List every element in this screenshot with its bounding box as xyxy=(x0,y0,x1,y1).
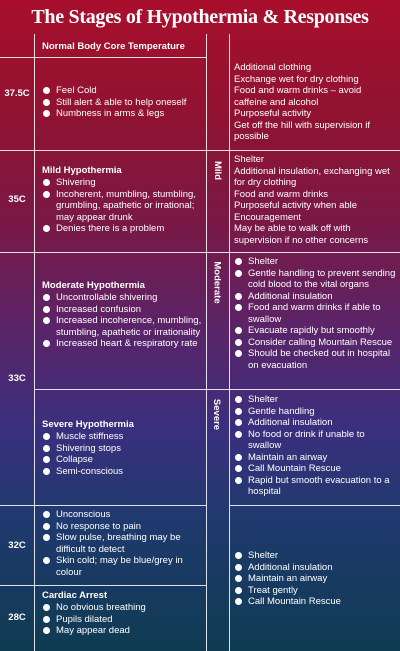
temperature-label: 35C xyxy=(8,194,26,205)
bullet-icon xyxy=(43,317,50,324)
bullet-icon xyxy=(43,511,50,518)
temperature-label: 28C xyxy=(8,612,26,623)
bullet-icon xyxy=(235,293,242,300)
response-list-mild xyxy=(234,154,396,246)
list-item: Still alert & able to help oneself xyxy=(42,97,202,109)
list-item: Gentle handling to prevent sending cold blood to the vital organs xyxy=(234,268,396,291)
stage-heading-severe: Severe Hypothermia xyxy=(42,419,134,430)
bullet-icon xyxy=(235,408,242,415)
response-list-normal xyxy=(234,62,396,143)
list-item: May be able to walk off with supervision if no other concerns xyxy=(234,223,369,246)
side-label-mild: Mild xyxy=(211,160,223,180)
bullet-icon xyxy=(235,304,242,311)
bullet-icon xyxy=(235,396,242,403)
list-item: Increased heart & respiratory rate xyxy=(42,338,202,350)
list-item: Pupils dilated xyxy=(42,614,202,626)
list-item: Exchange wet for dry clothing xyxy=(234,73,359,85)
bullet-icon xyxy=(43,340,50,347)
divider xyxy=(0,252,400,253)
divider xyxy=(0,585,206,586)
bullet-icon xyxy=(43,627,50,634)
list-item: Consider calling Mountain Rescue xyxy=(234,337,396,349)
list-item: Additional clothing xyxy=(234,62,312,73)
list-item: Muscle stiffness xyxy=(42,431,202,443)
list-item: Rapid but smooth evacuation to a hospital xyxy=(234,475,396,498)
list-item: Evacuate rapidly but smoothly xyxy=(234,325,396,337)
list-item: Encouragement xyxy=(234,211,302,223)
divider xyxy=(0,505,206,506)
bullet-icon xyxy=(43,179,50,186)
bullet-icon xyxy=(43,225,50,232)
bullet-icon xyxy=(235,454,242,461)
stage-heading-mild: Mild Hypothermia xyxy=(42,165,122,176)
list-item: Should be checked out in hospital on evacuation xyxy=(234,348,396,371)
symptom-list-normal xyxy=(42,85,202,120)
list-item: Maintain an airway xyxy=(234,452,396,464)
list-item: Semi-conscious xyxy=(42,466,202,478)
bullet-icon xyxy=(43,306,50,313)
bullet-icon xyxy=(235,552,242,559)
symptom-list-cardiac-arrest xyxy=(42,602,202,637)
bullet-icon xyxy=(43,99,50,106)
stage-heading-moderate: Moderate Hypothermia xyxy=(42,280,145,291)
list-item: Food and warm drinks if able to swallow xyxy=(234,302,396,325)
bullet-icon xyxy=(235,598,242,605)
list-item: Feel Cold xyxy=(42,85,202,97)
list-item: Call Mountain Rescue xyxy=(234,463,396,475)
list-item: Increased confusion xyxy=(42,304,202,316)
bullet-icon xyxy=(43,468,50,475)
bullet-icon xyxy=(43,87,50,94)
bullet-icon xyxy=(235,575,242,582)
bullet-icon xyxy=(43,294,50,301)
side-label-severe: Severe xyxy=(211,398,223,430)
list-item: Collapse xyxy=(42,454,202,466)
list-item: Get off the hill with supervision if possible xyxy=(234,119,371,142)
list-item: No obvious breathing xyxy=(42,602,202,614)
list-item: Numbness in arms & legs xyxy=(42,108,202,120)
list-item: Additional insulation xyxy=(234,417,396,429)
bullet-icon xyxy=(235,564,242,571)
list-item: Shelter xyxy=(234,154,265,165)
list-item: Shelter xyxy=(234,256,396,268)
list-item: Shivering stops xyxy=(42,443,202,455)
list-item: Incoherent, mumbling, stumbling, grumbling, apathetic or irrational; may appear drunk xyxy=(42,189,202,224)
symptom-list-mild xyxy=(42,177,202,235)
bullet-icon xyxy=(235,419,242,426)
bullet-icon xyxy=(235,327,242,334)
list-item: No response to pain xyxy=(42,521,202,533)
bullet-icon xyxy=(43,523,50,530)
divider xyxy=(229,34,230,651)
list-item: Call Mountain Rescue xyxy=(234,596,396,608)
stage-heading-cardiac-arrest: Cardiac Arrest xyxy=(42,590,108,601)
list-item: Slow pulse, breathing may be difficult to detect xyxy=(42,532,202,555)
list-item: Purposeful activity when able xyxy=(234,200,358,211)
side-label-moderate: Moderate xyxy=(211,260,223,304)
list-item: Additional insulation, exchanging wet for dry clothing xyxy=(234,165,390,188)
temperature-label: 32C xyxy=(8,540,26,551)
list-item: Unconscious xyxy=(42,509,202,521)
divider xyxy=(230,505,400,506)
list-item: Shelter xyxy=(234,550,396,562)
bullet-icon xyxy=(43,191,50,198)
bullet-icon xyxy=(235,350,242,357)
list-item: Treat gently xyxy=(234,585,396,597)
bullet-icon xyxy=(235,431,242,438)
bullet-icon xyxy=(235,587,242,594)
list-item: Shelter xyxy=(234,394,396,406)
bullet-icon xyxy=(235,339,242,346)
bullet-icon xyxy=(43,445,50,452)
list-item: Additional insulation xyxy=(234,562,396,574)
list-item: Denies there is a problem xyxy=(42,223,202,235)
list-item: Food and warm drinks xyxy=(234,188,328,200)
stage-heading-normal: Normal Body Core Temperature xyxy=(42,41,185,52)
bullet-icon xyxy=(43,604,50,611)
list-item: Food and warm drinks – avoid caffeine and alcohol xyxy=(234,85,362,108)
bullet-icon xyxy=(43,433,50,440)
list-item: Purposeful activity xyxy=(234,108,312,119)
divider xyxy=(0,150,400,151)
response-list-moderate xyxy=(234,256,396,371)
bullet-icon xyxy=(43,110,50,117)
divider xyxy=(34,34,35,651)
response-list-severe xyxy=(234,394,396,498)
list-item: No food or drink if unable to swallow xyxy=(234,429,396,452)
temperature-label: 37.5C xyxy=(4,88,30,99)
list-item: Additional insulation xyxy=(234,291,396,303)
symptom-list-32c xyxy=(42,509,202,578)
list-item: Maintain an airway xyxy=(234,573,396,585)
list-item: Gentle handling xyxy=(234,406,396,418)
bullet-icon xyxy=(43,557,50,564)
list-item: Shivering xyxy=(42,177,202,189)
page-title: The Stages of Hypothermia & Responses xyxy=(31,5,369,28)
divider xyxy=(0,57,206,58)
list-item: Skin cold; may be blue/grey in colour xyxy=(42,555,202,578)
list-item: Uncontrollable shivering xyxy=(42,292,202,304)
list-item: Increased incoherence, mumbling, stumbling, apathetic or irrationality xyxy=(42,315,202,338)
bullet-icon xyxy=(43,456,50,463)
bullet-icon xyxy=(235,258,242,265)
bullet-icon xyxy=(43,534,50,541)
bullet-icon xyxy=(43,616,50,623)
symptom-list-severe xyxy=(42,431,202,477)
list-item: May appear dead xyxy=(42,625,202,637)
response-list-cardiac-arrest xyxy=(234,550,396,608)
bullet-icon xyxy=(235,477,242,484)
bullet-icon xyxy=(235,465,242,472)
symptom-list-moderate xyxy=(42,292,202,350)
divider xyxy=(206,34,207,651)
bullet-icon xyxy=(235,270,242,277)
temperature-label: 33C xyxy=(8,373,26,384)
